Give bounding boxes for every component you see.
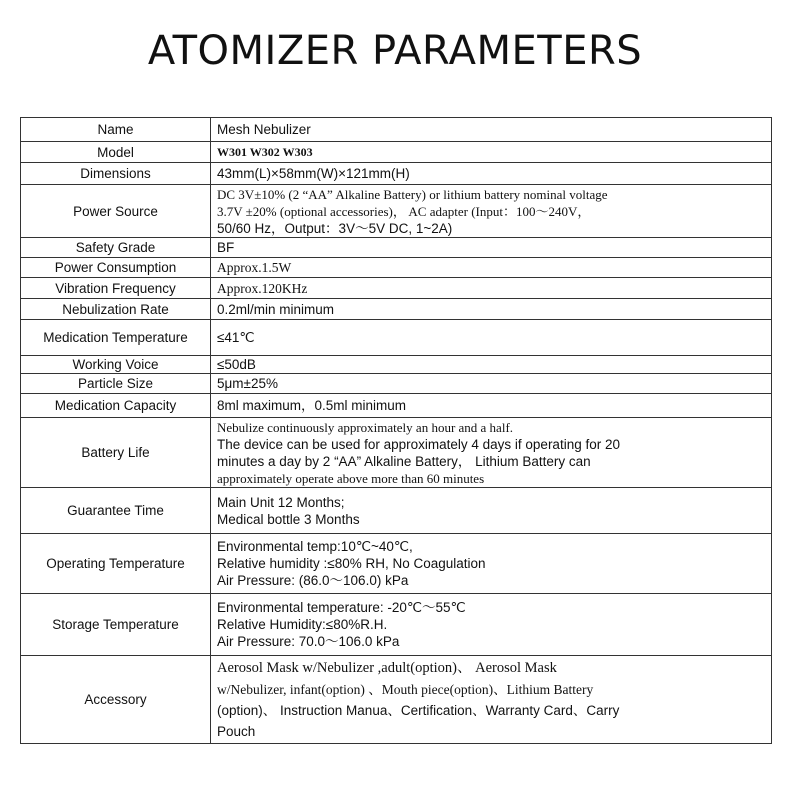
param-name: Medication Capacity (21, 394, 211, 418)
param-value: Nebulize continuously approximately an hour and a half. The device can be used for approximately 4 days if operating for 20 minutes a day by 2 “AA” Alkaline Battery， Lithium Battery can approximately operate above more than 60 minutes (211, 418, 772, 488)
param-name: Dimensions (21, 163, 211, 185)
param-value: Mesh Nebulizer (211, 118, 772, 142)
table-row (21, 594, 772, 656)
param-name: Operating Temperature (21, 534, 211, 594)
param-name: Storage Temperature (21, 594, 211, 656)
param-value: Approx.120KHz (211, 278, 772, 299)
param-value: 43mm(L)×58mm(W)×121mm(H) (211, 163, 772, 185)
param-value: 5μm±25% (211, 374, 772, 394)
param-name: Power Source (21, 185, 211, 238)
param-name: Guarantee Time (21, 488, 211, 534)
param-name: Safety Grade (21, 238, 211, 258)
param-name: Medication Temperature (21, 320, 211, 356)
param-value: Approx.1.5W (211, 258, 772, 278)
table-row (21, 258, 772, 278)
table-row (21, 163, 772, 185)
param-name: Model (21, 142, 211, 163)
param-value: ≤50dB (211, 356, 772, 374)
param-name: Power Consumption (21, 258, 211, 278)
param-value: Aerosol Mask w/Nebulizer ,adult(option)、 Aerosol Mask w/Nebulizer, infant(option) 、Mouth piece(option)、Lithium Battery (option)、 Instruction Manua、Certification、Warranty Card、Carry Pouch (211, 656, 772, 744)
table-row (21, 278, 772, 299)
param-value: Environmental temperature: -20℃～55℃ Relative Humidity:≤80%R.H. Air Pressure: 70.0～106.0 kPa (211, 594, 772, 656)
param-name: Name (21, 118, 211, 142)
param-value: 0.2ml/min minimum (211, 299, 772, 320)
param-value: W301 W302 W303 (211, 142, 772, 163)
table-row (21, 656, 772, 744)
param-value: 8ml maximum，0.5ml minimum (211, 394, 772, 418)
table-row (21, 394, 772, 418)
parameters-table (20, 117, 772, 744)
param-value: DC 3V±10% (2 “AA” Alkaline Battery) or lithium battery nominal voltage 3.7V ±20% (optional accessories)， AC adapter (Input：100～240V， 50/60 Hz，Output：3V～5V DC, 1~2A) (211, 185, 772, 238)
table-row (21, 356, 772, 374)
param-name: Vibration Frequency (21, 278, 211, 299)
table-row (21, 185, 772, 238)
param-name: Working Voice (21, 356, 211, 374)
table-row (21, 238, 772, 258)
param-value: Environmental temp:10℃~40℃, Relative humidity :≤80% RH, No Coagulation Air Pressure: (86.0～106.0) kPa (211, 534, 772, 594)
param-name: Battery Life (21, 418, 211, 488)
table-row (21, 534, 772, 594)
param-value: BF (211, 238, 772, 258)
table-row (21, 418, 772, 488)
table-row (21, 142, 772, 163)
param-value: ≤41℃ (211, 320, 772, 356)
param-value: Main Unit 12 Months; Medical bottle 3 Months (211, 488, 772, 534)
param-name: Particle Size (21, 374, 211, 394)
page-title: ATOMIZER PARAMETERS (147, 28, 643, 74)
table-row (21, 374, 772, 394)
table-row (21, 299, 772, 320)
param-name: Nebulization Rate (21, 299, 211, 320)
table-row (21, 488, 772, 534)
table-row (21, 320, 772, 356)
param-name: Accessory (21, 656, 211, 744)
table-row (21, 118, 772, 142)
